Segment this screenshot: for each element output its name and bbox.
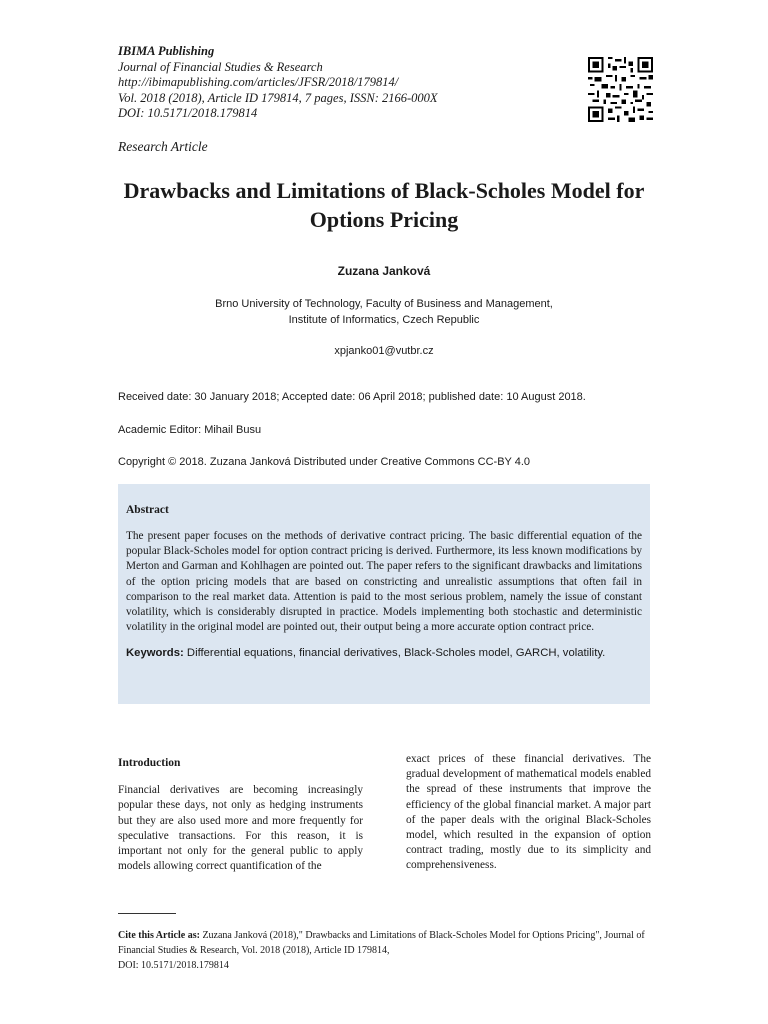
keywords (126, 647, 642, 659)
academic-editor: Academic Editor: Mihail Busu (118, 424, 262, 436)
author-name: Zuzana Janková (337, 264, 431, 278)
qr-code-icon (588, 57, 653, 122)
affiliation-line-1: Brno University of Technology, Faculty of Business and Management, (215, 298, 553, 310)
article-type: Research Article (118, 139, 208, 154)
volume-info: Vol. 2018 (2018), Article ID 179814, 7 pages, ISSN: 2166-000X (118, 90, 438, 105)
publisher-name: IBIMA Publishing (118, 44, 215, 58)
body-column-right (406, 752, 651, 874)
header-doi: DOI: 10.5171/2018.179814 (118, 106, 258, 120)
copyright-notice: Copyright © 2018. Zuzana Janková Distributed under Creative Commons CC-BY 4.0 (118, 456, 531, 468)
article-url[interactable]: http://ibimapublishing.com/articles/JFSR/2018/179814/ (118, 75, 399, 89)
cite-text: Zuzana Janková (2018)," Drawbacks and Limitations of Black-Scholes Model for Options Pricing", Journal of Financial Studies & Research, Vol. 2018 (2018), Article ID 179814, (118, 930, 645, 956)
cite-doi: DOI: 10.5171/2018.179814 (118, 960, 229, 971)
body-column-left (118, 756, 363, 874)
introduction-heading: Introduction (118, 757, 181, 769)
paper-title: Drawbacks and Limitations of Black-Scholes Model for Options Pricing (123, 178, 645, 232)
abstract-heading: Abstract (126, 504, 169, 516)
cite-label: Cite this Article as: (118, 930, 200, 941)
abstract-box (118, 484, 650, 704)
abstract-text: The present paper focuses on the methods of derivative contract pricing. The basic differential equation of the popular Black-Scholes model for option contract pricing is derived. Furthermore, its less known modifications by Merton and Garman and Kohlhagen are pointed out. The paper refers to the significant drawbacks and limitations of the option pricing models that are based on constricting and unrealistic assumptions that often fail in comparison to the real market data. Attention is paid to the most serious problem, namely the issue of constant volatility, which is considerably disrupted in practice. Models implementing both stochastic and deterministic volatility in the original model are pointed out, their output being a more accurate option contract price. (126, 530, 642, 634)
author-affiliation (0, 296, 768, 328)
citation-footnote (118, 928, 658, 973)
article-dates: Received date: 30 January 2018; Accepted date: 06 April 2018; published date: 10 August 2018. (118, 391, 586, 403)
keywords-label: Keywords: (126, 647, 184, 660)
affiliation-line-2: Institute of Informatics, Czech Republic (288, 314, 480, 326)
introduction-text-left: Financial derivatives are becoming increasingly popular these days, not only as hedging instruments but they are also used more and more frequently for speculative transactions. For this reason, it is important not only for the general public to apply models allowing correct quantification of the (118, 784, 363, 873)
journal-name: Journal of Financial Studies & Research (118, 59, 323, 74)
footnote-divider (118, 913, 176, 914)
introduction-text-right: exact prices of these financial derivatives. The gradual development of mathematical models enabled the spread of these instruments that improve the efficiency of the global financial market. A major part of the paper deals with the original Black-Scholes model, which resulted in the expansion of option contract trading, mostly due to its simplicity and comprehensiveness. (406, 753, 651, 872)
author-email[interactable]: xpjanko01@vutbr.cz (334, 345, 434, 357)
keywords-list: Differential equations, financial derivatives, Black-Scholes model, GARCH, volatility. (186, 647, 606, 660)
journal-header (118, 44, 538, 122)
